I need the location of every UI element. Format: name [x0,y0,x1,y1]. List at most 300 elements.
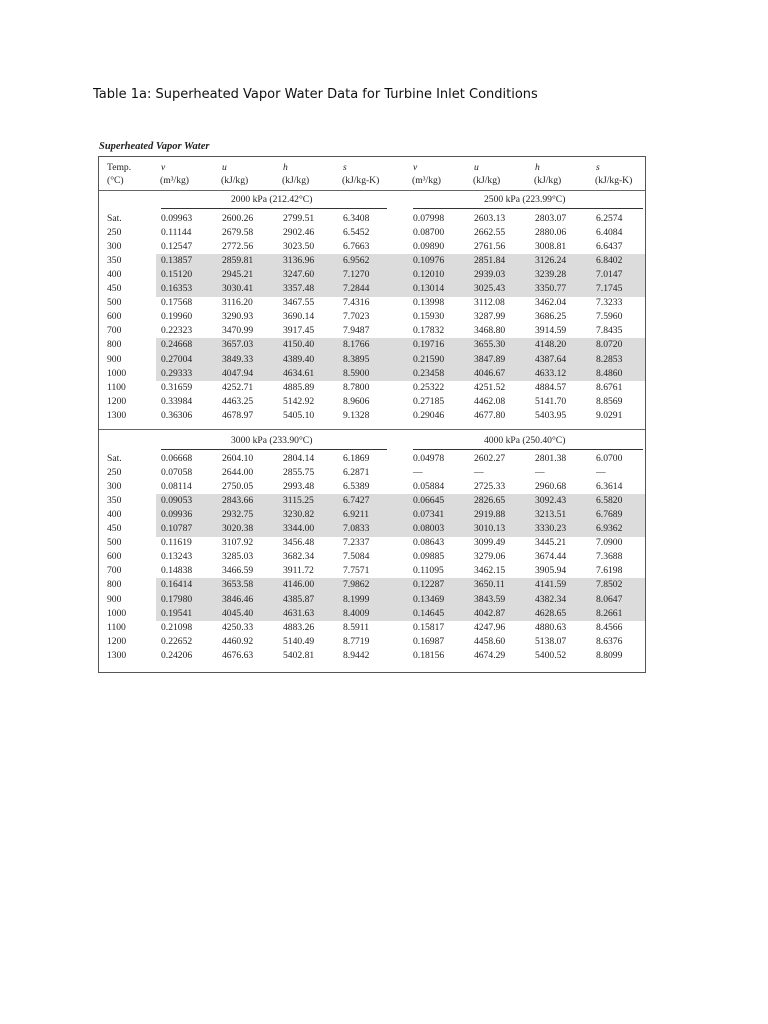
column-header-symbol: s [596,162,600,173]
table-cell: 3247.60 [283,269,315,281]
table-cell: 5138.07 [535,635,567,647]
temperature-cell: 1000 [107,607,127,619]
table-cell: 7.2337 [343,537,370,549]
table-cell: 4677.80 [474,409,506,421]
table-cell: 0.13243 [161,551,193,563]
table-cell: 7.3233 [596,297,623,309]
table-cell: 2603.13 [474,213,506,224]
temperature-cell: 800 [107,579,122,591]
table-cell: 7.5084 [343,551,370,563]
temperature-cell: 250 [107,467,122,479]
table-cell: 2945.21 [222,269,254,281]
table-cell: 6.5452 [343,227,370,239]
table-cell: 3287.99 [474,311,506,323]
pressure-underline [413,208,643,209]
table-cell: 2801.38 [535,453,567,464]
table-cell: 8.9606 [343,395,370,407]
table-cell: 6.3614 [596,481,623,493]
table-cell: — [474,467,484,479]
pressure-label: 4000 kPa (250.40°C) [484,435,566,446]
column-header-symbol: v [161,162,166,173]
table-cell: 3470.99 [222,325,254,337]
table-cell: 9.0291 [596,409,623,421]
table-cell: 4251.52 [474,381,506,393]
table-cell: 3279.06 [474,551,506,563]
table-cell: 0.22652 [161,635,193,647]
table-cell: 0.15120 [161,269,193,281]
table-cell: 2855.75 [283,467,315,479]
document-title: Table 1a: Superheated Vapor Water Data for Turbine Inlet Conditions [93,87,538,102]
table-cell: 0.17568 [161,297,193,309]
table-cell: 4462.08 [474,395,506,407]
table-cell: 2662.55 [474,227,506,239]
table-cell: 2826.65 [474,495,506,507]
temperature-cell: 500 [107,297,122,309]
table-cell: 0.13857 [161,255,193,267]
table-cell: 7.9862 [343,579,370,591]
table-cell: 8.8569 [596,395,623,407]
table-cell: 2851.84 [474,255,506,267]
table-cell: 2859.81 [222,255,254,267]
table-cell: 3344.00 [283,523,315,535]
table-cell: 8.2661 [596,607,623,619]
table-cell: 7.7023 [343,311,370,323]
table-cell: 4250.33 [222,621,254,633]
table-cell: 0.27004 [161,353,193,365]
table-cell: 0.09890 [413,241,445,253]
table-cell: 3468.80 [474,325,506,337]
table-cell: 6.5820 [596,495,623,507]
table-cell: 3911.72 [283,565,314,577]
table-cell: 2750.05 [222,481,254,493]
table-cell: 6.9211 [343,509,370,521]
table-cell: 8.1766 [343,339,370,351]
table-cell: 8.5900 [343,367,370,379]
table-cell: 6.7663 [343,241,370,253]
table-cell: 0.21098 [161,621,193,633]
table-cell: 2804.14 [283,453,315,464]
table-cell: 0.13998 [413,297,445,309]
temperature-cell: 800 [107,339,122,351]
table-cell: 3030.41 [222,283,254,295]
table-cell: 3136.96 [283,255,315,267]
table-cell: 6.0700 [596,453,623,464]
temperature-cell: 300 [107,481,122,493]
table-cell: 0.13014 [413,283,445,295]
pressure-label: 3000 kPa (233.90°C) [231,435,313,446]
block-divider [99,429,646,430]
table-cell: 5400.52 [535,649,567,661]
table-cell: 4884.57 [535,381,567,393]
table-cell: 2993.48 [283,481,315,493]
table-cell: 4141.59 [535,579,567,591]
table-cell: 3466.59 [222,565,254,577]
table-cell: 2932.75 [222,509,254,521]
table-cell: 4678.97 [222,409,254,421]
table-cell: 0.07998 [413,213,445,224]
table-cell: 8.6761 [596,381,623,393]
table-cell: 2960.68 [535,481,567,493]
column-header-unit: (kJ/kg) [473,175,501,186]
table-cell: 3008.81 [535,241,567,253]
table-cell: 2761.56 [474,241,506,253]
table-cell: 4883.26 [283,621,315,633]
table-cell: 6.5389 [343,481,370,493]
table-cell: 2644.00 [222,467,254,479]
table-cell: 0.29046 [413,409,445,421]
temperature-cell: Sat. [107,213,122,224]
table-cell: 3092.43 [535,495,567,507]
table-cell: 3686.25 [535,311,567,323]
table-cell: 8.1999 [343,593,370,605]
table-cell: 3023.50 [283,241,315,253]
column-header-symbol: v [413,162,418,173]
temperature-cell: 600 [107,551,122,563]
temperature-cell: 900 [107,353,122,365]
table-cell: 0.14838 [161,565,193,577]
table-cell: 3010.13 [474,523,506,535]
table-cell: 8.2853 [596,353,623,365]
table-cell: 3843.59 [474,593,506,605]
temperature-cell: 1100 [107,621,126,633]
column-header-symbol: h [535,162,540,173]
table-cell: 8.3895 [343,353,370,365]
table-cell: 0.11144 [161,227,192,239]
table-cell: 3285.03 [222,551,254,563]
table-cell: 2799.51 [283,213,315,224]
table-cell: 3025.43 [474,283,506,295]
table-cell: 0.13469 [413,593,445,605]
table-cell: 5402.81 [283,649,315,661]
header-divider [99,190,646,191]
table-cell: 0.19960 [161,311,193,323]
table-cell: 0.24668 [161,339,193,351]
table-cell: 3847.89 [474,353,506,365]
table-cell: 7.8435 [596,325,623,337]
table-cell: 3239.28 [535,269,567,281]
table-cell: 6.7689 [596,509,623,521]
table-cell: 0.14645 [413,607,445,619]
table-cell: 0.12547 [161,241,193,253]
table-cell: 0.10787 [161,523,193,535]
table-cell: 2939.03 [474,269,506,281]
column-header-symbol: Temp. [107,162,132,173]
table-cell: 5405.10 [283,409,315,421]
table-cell: 8.7719 [343,635,370,647]
table-cell: 4385.87 [283,593,315,605]
table-cell: 7.6198 [596,565,623,577]
table-cell: 4628.65 [535,607,567,619]
table-cell: 0.11095 [413,565,444,577]
table-cell: 4631.63 [283,607,315,619]
column-header-unit: (kJ/kg) [221,175,249,186]
table-cell: 3112.08 [474,297,505,309]
table-cell: 0.16353 [161,283,193,295]
temperature-cell: 1300 [107,649,127,661]
table-cell: 6.8402 [596,255,623,267]
temperature-cell: 350 [107,255,122,267]
table-caption: Superheated Vapor Water [99,141,210,152]
table-cell: 6.7427 [343,495,370,507]
table-cell: 0.25322 [413,381,445,393]
column-header-unit: (kJ/kg) [534,175,562,186]
table-cell: 0.19716 [413,339,445,351]
table-cell: 0.07341 [413,509,445,521]
table-cell: 4880.63 [535,621,567,633]
table-cell: 3107.92 [222,537,254,549]
table-cell: 3682.34 [283,551,315,563]
table-cell: 4047.94 [222,367,254,379]
table-cell: 3116.20 [222,297,253,309]
table-cell: 3462.15 [474,565,506,577]
table-cell: 8.4566 [596,621,623,633]
table-cell: 4148.20 [535,339,567,351]
table-cell: — [413,467,423,479]
table-cell: 4042.87 [474,607,506,619]
table-cell: 7.7571 [343,565,370,577]
table-cell: 4460.92 [222,635,254,647]
table-cell: 3445.21 [535,537,567,549]
temperature-cell: 450 [107,523,122,535]
table-cell: 3650.11 [474,579,505,591]
temperature-cell: 1200 [107,635,127,647]
table-cell: 0.21590 [413,353,445,365]
table-cell: 4252.71 [222,381,254,393]
temperature-cell: Sat. [107,453,122,464]
table-cell: 4146.00 [283,579,315,591]
table-cell: 7.8502 [596,579,623,591]
temperature-cell: 350 [107,495,122,507]
table-cell: 0.09885 [413,551,445,563]
table-cell: 0.19541 [161,607,193,619]
column-header-unit: (kJ/kg-K) [342,175,380,186]
table-cell: 3846.46 [222,593,254,605]
column-header-symbol: h [283,162,288,173]
table-cell: 6.1869 [343,453,370,464]
column-header-unit: (°C) [107,175,124,186]
table-cell: 6.9562 [343,255,370,267]
table-cell: 8.9442 [343,649,370,661]
table-cell: 8.0720 [596,339,623,351]
pressure-underline [161,449,387,450]
pressure-underline [161,208,387,209]
temperature-cell: 400 [107,269,122,281]
table-cell: 3213.51 [535,509,567,521]
table-cell: 0.15930 [413,311,445,323]
column-header-unit: (m³/kg) [412,175,441,186]
temperature-cell: 1100 [107,381,126,393]
table-cell: 6.2574 [596,213,623,224]
temperature-cell: 1200 [107,395,127,407]
column-header-unit: (kJ/kg-K) [595,175,633,186]
table-cell: 8.7800 [343,381,370,393]
steam-table [98,156,646,673]
column-header-symbol: u [222,162,227,173]
table-cell: 0.17980 [161,593,193,605]
table-cell: 7.1745 [596,283,623,295]
table-cell: 3690.14 [283,311,315,323]
table-cell: 2803.07 [535,213,567,224]
table-cell: — [535,467,545,479]
table-cell: 0.15817 [413,621,445,633]
table-cell: 4045.40 [222,607,254,619]
table-cell: 0.24206 [161,649,193,661]
table-cell: 3653.58 [222,579,254,591]
table-cell: 2679.58 [222,227,254,239]
table-cell: 2843.66 [222,495,254,507]
table-cell: 0.08700 [413,227,445,239]
table-cell: 6.9362 [596,523,623,535]
table-cell: 0.36306 [161,409,193,421]
temperature-cell: 900 [107,593,122,605]
table-cell: 3126.24 [535,255,567,267]
table-cell: 3674.44 [535,551,567,563]
temperature-cell: 450 [107,283,122,295]
column-header-unit: (m³/kg) [160,175,189,186]
table-cell: 2919.88 [474,509,506,521]
table-cell: 3462.04 [535,297,567,309]
table-cell: 0.05884 [413,481,445,493]
table-cell: 6.4084 [596,227,623,239]
table-cell: 0.09963 [161,213,193,224]
column-header-symbol: u [474,162,479,173]
table-cell: 4463.25 [222,395,254,407]
temperature-cell: 500 [107,537,122,549]
table-cell: 0.06645 [413,495,445,507]
temperature-cell: 400 [107,509,122,521]
table-cell: 6.3408 [343,213,370,224]
table-cell: 0.18156 [413,649,445,661]
table-cell: 3099.49 [474,537,506,549]
table-cell: 4634.61 [283,367,315,379]
temperature-cell: 700 [107,325,122,337]
column-header-symbol: s [343,162,347,173]
table-cell: 0.16987 [413,635,445,647]
table-cell: 4674.29 [474,649,506,661]
table-cell: 3230.82 [283,509,315,521]
table-cell: 0.29333 [161,367,193,379]
table-cell: 2725.33 [474,481,506,493]
table-cell: 0.06668 [161,453,193,464]
table-cell: 0.17832 [413,325,445,337]
table-cell: 0.23458 [413,367,445,379]
table-cell: 4387.64 [535,353,567,365]
temperature-cell: 1000 [107,367,127,379]
table-cell: 7.4316 [343,297,370,309]
table-cell: 7.3688 [596,551,623,563]
table-cell: 0.31659 [161,381,193,393]
table-cell: 5142.92 [283,395,315,407]
table-cell: 3330.23 [535,523,567,535]
table-cell: 0.22323 [161,325,193,337]
table-cell: 4247.96 [474,621,506,633]
temperature-cell: 1300 [107,409,127,421]
pressure-label: 2000 kPa (212.42°C) [231,194,313,205]
table-cell: 3905.94 [535,565,567,577]
table-cell: 2602.27 [474,453,506,464]
temperature-cell: 700 [107,565,122,577]
table-cell: 3849.33 [222,353,254,365]
table-cell: 3115.25 [283,495,314,507]
temperature-cell: 300 [107,241,122,253]
table-cell: 3357.48 [283,283,315,295]
table-cell: 5141.70 [535,395,567,407]
table-cell: 0.07058 [161,467,193,479]
column-header-unit: (kJ/kg) [282,175,310,186]
table-cell: 8.5911 [343,621,370,633]
table-cell: 5403.95 [535,409,567,421]
table-cell: 2772.56 [222,241,254,253]
table-cell: 0.27185 [413,395,445,407]
temperature-cell: 600 [107,311,122,323]
table-cell: 4885.89 [283,381,315,393]
table-cell: 8.6376 [596,635,623,647]
table-cell: 3467.55 [283,297,315,309]
table-cell: 7.1270 [343,269,370,281]
table-cell: 0.04978 [413,453,445,464]
table-cell: 3290.93 [222,311,254,323]
table-cell: 0.09053 [161,495,193,507]
table-cell: 0.11619 [161,537,192,549]
table-cell: 0.12287 [413,579,445,591]
table-cell: — [596,467,606,479]
table-cell: 2902.46 [283,227,315,239]
table-cell: 0.08003 [413,523,445,535]
table-cell: 4458.60 [474,635,506,647]
table-cell: 4046.67 [474,367,506,379]
table-cell: 3456.48 [283,537,315,549]
table-cell: 7.2844 [343,283,370,295]
table-cell: 4150.40 [283,339,315,351]
table-cell: 0.16414 [161,579,193,591]
table-cell: 9.1328 [343,409,370,421]
table-cell: 4389.40 [283,353,315,365]
pressure-underline [413,449,643,450]
table-cell: 8.4009 [343,607,370,619]
table-cell: 0.08114 [161,481,192,493]
pressure-label: 2500 kPa (223.99°C) [484,194,566,205]
table-cell: 2880.06 [535,227,567,239]
table-cell: 4676.63 [222,649,254,661]
table-cell: 0.12010 [413,269,445,281]
table-cell: 0.09936 [161,509,193,521]
table-cell: 3914.59 [535,325,567,337]
temperature-cell: 250 [107,227,122,239]
table-cell: 5140.49 [283,635,315,647]
table-cell: 0.10976 [413,255,445,267]
table-cell: 4633.12 [535,367,567,379]
table-cell: 6.2871 [343,467,370,479]
table-cell: 3917.45 [283,325,315,337]
table-cell: 8.8099 [596,649,623,661]
table-cell: 6.6437 [596,241,623,253]
table-cell: 3350.77 [535,283,567,295]
table-cell: 0.08643 [413,537,445,549]
table-cell: 8.4860 [596,367,623,379]
table-cell: 7.0900 [596,537,623,549]
table-cell: 7.5960 [596,311,623,323]
table-cell: 7.9487 [343,325,370,337]
table-cell: 3020.38 [222,523,254,535]
table-cell: 4382.34 [535,593,567,605]
table-cell: 3657.03 [222,339,254,351]
table-cell: 2600.26 [222,213,254,224]
table-cell: 0.33984 [161,395,193,407]
table-cell: 8.0647 [596,593,623,605]
table-cell: 3655.30 [474,339,506,351]
table-cell: 7.0833 [343,523,370,535]
table-cell: 7.0147 [596,269,623,281]
